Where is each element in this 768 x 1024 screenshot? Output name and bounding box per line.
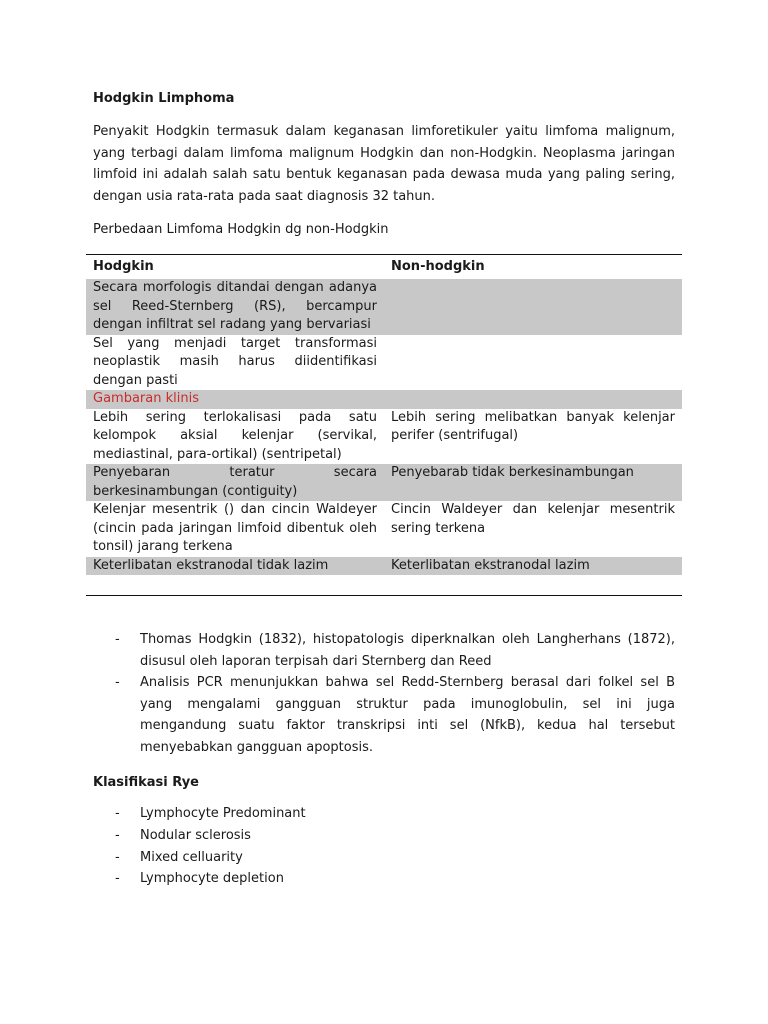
section-label-gambaran-klinis: Gambaran klinis: [86, 390, 384, 409]
table-cell-non-hodgkin: Lebih sering melibatkan banyak kelenjar perifer (sentrifugal): [391, 409, 675, 443]
table-header-row: [86, 255, 682, 279]
table-cell-non-hodgkin: [384, 279, 682, 335]
table-cell-hodgkin: Lebih sering terlokalisasi pada satu kelompok aksial kelenjar (servikal, mediastinal, para-ortikal) (sentripetal): [93, 409, 377, 462]
table-cell-hodgkin: Sel yang menjadi target transformasi neoplastik masih harus diidentifikasi dengan pasti: [93, 335, 377, 388]
bullet-dash: -: [115, 806, 120, 821]
table-section-row: [86, 390, 682, 409]
table-row: [86, 409, 682, 465]
table-cell-non-hodgkin: [384, 390, 682, 409]
list-item: [93, 629, 675, 672]
list-item: [93, 847, 306, 869]
table-cell-non-hodgkin: Cincin Waldeyer dan kelenjar mesentrik sering terkena: [391, 502, 675, 536]
table-caption: Perbedaan Limfoma Hodgkin dg non-Hodgkin: [93, 222, 389, 237]
classification-text: Lymphocyte depletion: [140, 871, 284, 887]
note-text: Thomas Hodgkin (1832), histopatologis diperknalkan oleh Langherhans (1872), disusul oleh laporan terpisah dari Sternberg dan Reed: [140, 632, 675, 669]
table-row: [86, 279, 682, 335]
classification-text: Nodular sclerosis: [140, 827, 251, 843]
intro-paragraph: Penyakit Hodgkin termasuk dalam keganasan limforetikuler yaitu limfoma malignum, yang terbagi dalam limfoma malignum Hodgkin dan non-Hodgkin. Neoplasma jaringan limfoid ini adalah salah satu bentuk keganasan pada dewasa muda yang paling sering, dengan usia rata-rata pada saat diagnosis 32 tahun.: [93, 124, 675, 204]
table-cell-hodgkin: Secara morfologis ditandai dengan adanya sel Reed-Sternberg (RS), bercampur dengan infiltrat sel radang yang bervariasi: [86, 279, 384, 335]
table-cell-non-hodgkin: Penyebarab tidak berkesinambungan: [384, 464, 682, 501]
bullet-dash: -: [115, 871, 120, 887]
table-row: [86, 464, 682, 501]
classification-heading: Klasifikasi Rye: [93, 775, 199, 790]
header-hodgkin: Hodgkin: [93, 259, 154, 274]
table-bottom-rule: [86, 595, 682, 596]
table-cell-hodgkin: Penyebaran teratur secara berkesinambungan (contiguity): [86, 464, 384, 501]
document-title: Hodgkin Limphoma: [93, 91, 235, 106]
bullet-dash: -: [115, 632, 120, 647]
classification-text: Lymphocyte Predominant: [140, 806, 306, 821]
notes-list: [93, 629, 675, 758]
comparison-table-wrapper: [86, 254, 682, 575]
list-item: [93, 803, 306, 825]
comparison-table: [86, 255, 682, 575]
table-cell-hodgkin: Keterlibatan ekstranodal tidak lazim: [86, 557, 384, 576]
list-item: [93, 825, 306, 847]
table-cell-non-hodgkin: [384, 335, 682, 391]
bullet-dash: -: [115, 849, 120, 865]
list-item: [93, 672, 675, 758]
table-cell-hodgkin: Kelenjar mesentrik () dan cincin Waldeyer (cincin pada jaringan limfoid dibentuk oleh tonsil) jarang terkena: [93, 502, 377, 554]
bullet-dash: -: [115, 675, 120, 690]
bullet-dash: -: [115, 827, 120, 843]
classification-list: [93, 803, 306, 890]
table-row: [86, 557, 682, 576]
header-non-hodgkin: Non-hodgkin: [391, 259, 485, 274]
table-row: [86, 335, 682, 391]
note-text: Analisis PCR menunjukkan bahwa sel Redd-Sternberg berasal dari folkel sel B yang mengalami gangguan struktur pada imunoglobulin, sel ini juga mengandung suatu faktor transkripsi inti sel (NfkB), kedua hal tersebut menyebabkan gangguan apoptosis.: [140, 675, 675, 755]
classification-text: Mixed celluarity: [140, 849, 243, 865]
list-item: [93, 868, 306, 890]
table-cell-non-hodgkin: Keterlibatan ekstranodal lazim: [384, 557, 682, 576]
table-row: [86, 501, 682, 557]
